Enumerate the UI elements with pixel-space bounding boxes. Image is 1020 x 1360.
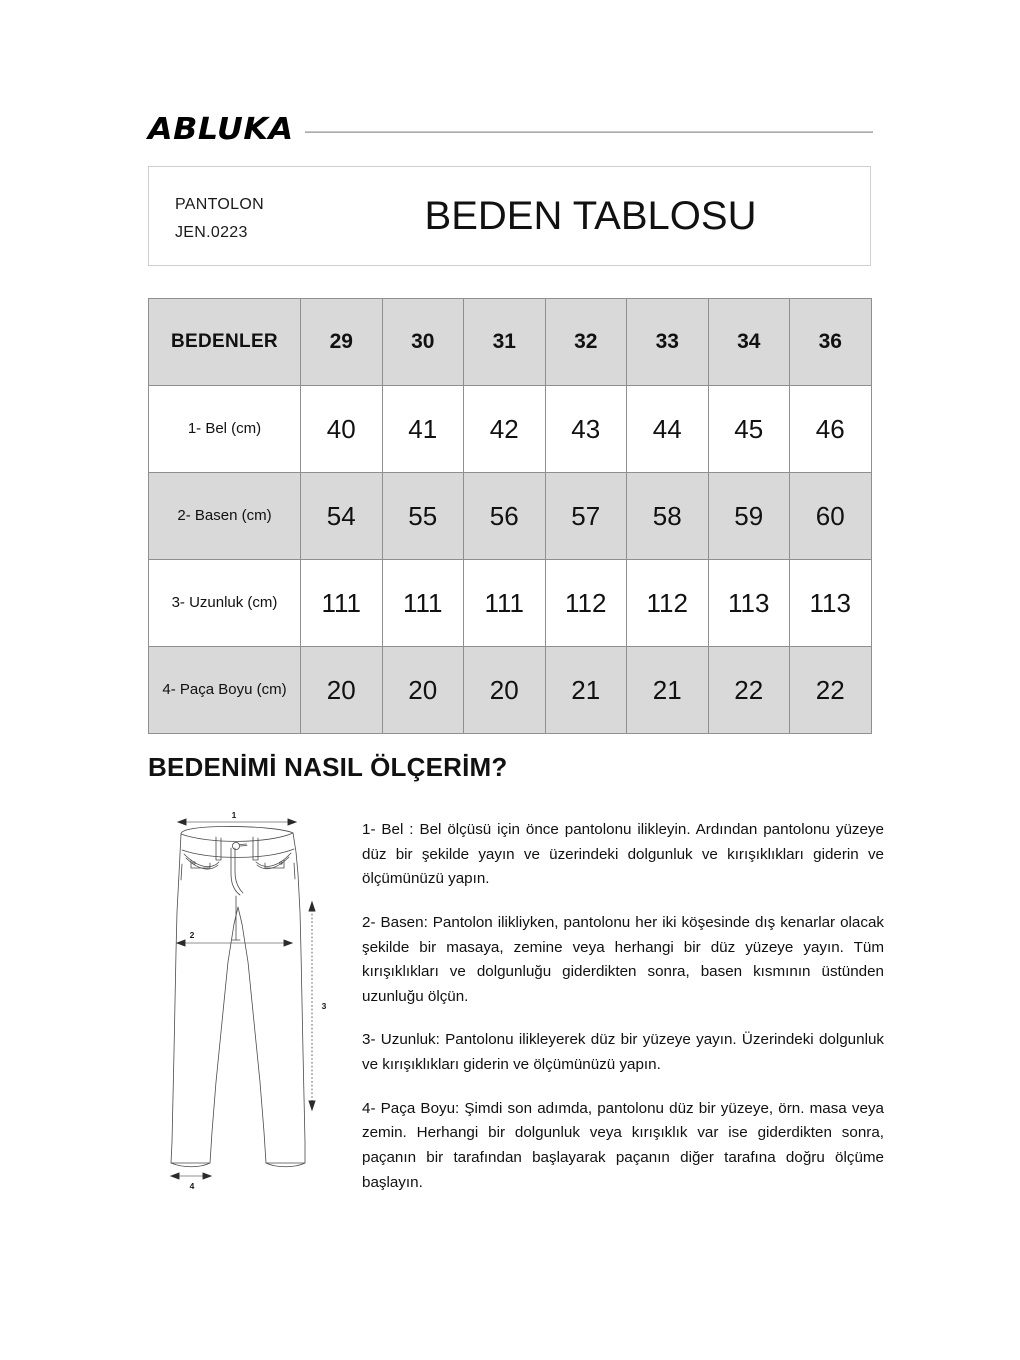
table-cell: 43 bbox=[545, 386, 627, 473]
table-cell: 22 bbox=[790, 647, 872, 734]
table-cell: 45 bbox=[708, 386, 790, 473]
table-cell: 55 bbox=[382, 473, 464, 560]
header-cell-size: 29 bbox=[301, 299, 383, 386]
header-divider-line bbox=[305, 131, 873, 133]
table-cell: 21 bbox=[545, 647, 627, 734]
table-cell: 113 bbox=[790, 560, 872, 647]
table-cell: 58 bbox=[627, 473, 709, 560]
table-cell: 111 bbox=[301, 560, 383, 647]
table-cell: 112 bbox=[545, 560, 627, 647]
instruction-paragraph-4: 4- Paça Boyu: Şimdi son adımda, pantolonu düz bir yüzeye, örn. masa veya zemin. Herhangi bir dolgunluk veya kırışıklık var ise giderdikten sonra, paçanın bir tarafından başlayarak paçanın diğer tarafına doğru ölçüme başlayın. bbox=[362, 1099, 884, 1191]
table-row bbox=[149, 473, 872, 560]
instruction-paragraph-2: 2- Basen: Pantolon ilikliyken, pantolonu her iki köşesinde dış kenarlar olacak şekilde bir masaya, zemine veya herhangi bir düz yüzeye yayın. Tüm kırışıklıkları ve dolgunluğu giderdikten sonra, basen kısmının üstünden uzunluğu ölçün. bbox=[362, 913, 884, 1005]
table-cell: 20 bbox=[464, 647, 546, 734]
header-cell-size: 33 bbox=[627, 299, 709, 386]
instruction-paragraph-3: 3- Uzunluk: Pantolonu ilikleyerek düz bir yüzeye yayın. Üzerindeki dolgunluk ve kırışıklıkları giderin ve ölçümünüzü yapın. bbox=[362, 1031, 884, 1073]
table-cell: 56 bbox=[464, 473, 546, 560]
header-cell-size: 36 bbox=[790, 299, 872, 386]
brand-header bbox=[148, 112, 873, 148]
table-row bbox=[149, 647, 872, 734]
table-cell: 44 bbox=[627, 386, 709, 473]
table-cell: 57 bbox=[545, 473, 627, 560]
row-label: 4- Paça Boyu (cm) bbox=[149, 647, 301, 734]
size-table-body bbox=[149, 299, 872, 734]
diagram-label-hip: 2 bbox=[189, 930, 195, 940]
table-header-row bbox=[149, 299, 872, 386]
table-cell: 54 bbox=[301, 473, 383, 560]
table-cell: 21 bbox=[627, 647, 709, 734]
title-panel bbox=[148, 166, 871, 266]
header-cell-size: 31 bbox=[464, 299, 546, 386]
table-cell: 42 bbox=[464, 386, 546, 473]
table-cell: 112 bbox=[627, 560, 709, 647]
diagram-label-length: 3 bbox=[321, 1001, 327, 1011]
product-code-label: JEN.0223 bbox=[175, 224, 248, 241]
how-to-measure-heading: BEDENİMİ NASIL ÖLÇERİM? bbox=[148, 752, 508, 782]
header-cell-size: 30 bbox=[382, 299, 464, 386]
abluka-logo: ABLUKA bbox=[148, 112, 294, 147]
product-type-label: PANTOLON bbox=[175, 196, 264, 213]
table-cell: 22 bbox=[708, 647, 790, 734]
size-table bbox=[148, 298, 872, 734]
table-cell: 46 bbox=[790, 386, 872, 473]
measurement-instructions bbox=[362, 818, 884, 1195]
table-cell: 113 bbox=[708, 560, 790, 647]
pants-measurement-diagram bbox=[148, 812, 348, 1217]
table-cell: 60 bbox=[790, 473, 872, 560]
instruction-paragraph-1: 1- Bel : Bel ölçüsü için önce pantolonu ilikleyin. Ardından pantolonu yüzeye düz bir şekilde yayın ve üzerindeki dolgunluk ve kırışıklıkları giderin ve ölçümünüzü yapın. bbox=[362, 821, 884, 888]
diagram-label-leg-opening: 4 bbox=[189, 1181, 195, 1191]
table-cell: 111 bbox=[464, 560, 546, 647]
table-cell: 20 bbox=[382, 647, 464, 734]
table-cell: 40 bbox=[301, 386, 383, 473]
header-cell-size: 34 bbox=[708, 299, 790, 386]
table-row bbox=[149, 386, 872, 473]
table-row bbox=[149, 560, 872, 647]
header-cell-bedenler: BEDENLER bbox=[149, 299, 301, 386]
table-cell: 20 bbox=[301, 647, 383, 734]
row-label: 1- Bel (cm) bbox=[149, 386, 301, 473]
row-label: 3- Uzunluk (cm) bbox=[149, 560, 301, 647]
table-cell: 41 bbox=[382, 386, 464, 473]
page-title: BEDEN TABLOSU bbox=[424, 194, 757, 238]
header-cell-size: 32 bbox=[545, 299, 627, 386]
table-cell: 59 bbox=[708, 473, 790, 560]
table-cell: 111 bbox=[382, 560, 464, 647]
diagram-label-waist: 1 bbox=[231, 812, 237, 820]
row-label: 2- Basen (cm) bbox=[149, 473, 301, 560]
